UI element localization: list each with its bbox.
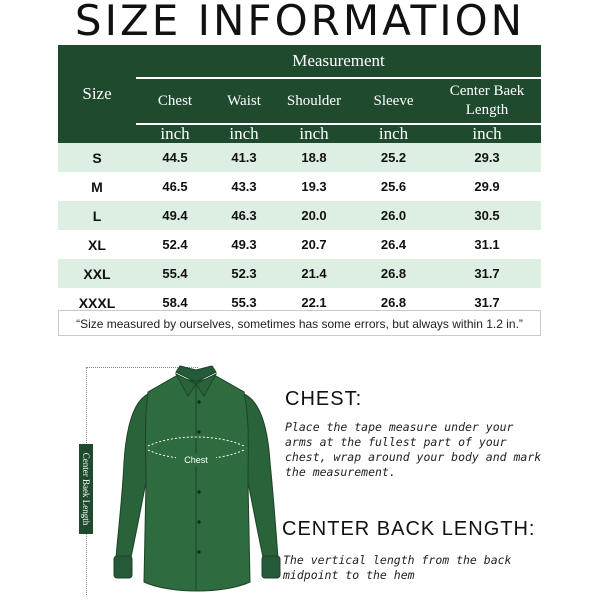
shirt-illustration: [104, 362, 288, 600]
chest-cell: 44.5: [136, 143, 214, 172]
column-header-line-1: Center Baek: [449, 83, 525, 99]
waist-cell: 43.3: [214, 172, 274, 201]
unit-label: inch: [274, 124, 354, 143]
table-row: [58, 143, 541, 172]
shirt-diagram: [78, 362, 288, 600]
column-header-chest: Chest: [136, 78, 214, 124]
sleeve-cell: 26.0: [354, 201, 433, 230]
waist-cell: 49.3: [214, 230, 274, 259]
chest-cell: 52.4: [136, 230, 214, 259]
center-back-length-marker-text: Center Baek Length: [81, 452, 91, 526]
center-back-length-marker: [79, 444, 93, 534]
column-header-line-2: Length: [465, 102, 509, 118]
chest-marker-label: Chest: [184, 455, 208, 465]
shoulder-cell: 18.8: [274, 143, 354, 172]
unit-label: inch: [433, 124, 541, 143]
sleeve-cell: 26.4: [354, 230, 433, 259]
column-header-sleeve: Sleeve: [354, 78, 433, 124]
unit-label: inch: [214, 124, 274, 143]
chest-cell: 55.4: [136, 259, 214, 288]
shoulder-cell: 20.0: [274, 201, 354, 230]
waist-cell: 46.3: [214, 201, 274, 230]
size-cell: XXL: [58, 259, 136, 288]
shoulder-cell: 22.1: [274, 288, 354, 317]
waist-cell: 41.3: [214, 143, 274, 172]
chest-cell: 46.5: [136, 172, 214, 201]
shoulder-cell: 19.3: [274, 172, 354, 201]
unit-label: inch: [136, 124, 214, 143]
size-cell: XL: [58, 230, 136, 259]
sleeve-cell: 25.2: [354, 143, 433, 172]
size-cell: M: [58, 172, 136, 201]
waist-cell: 52.3: [214, 259, 274, 288]
length-cell: 29.9: [433, 172, 541, 201]
measurement-note: “Size measured by ourselves, sometimes has some errors, but always within 1.2 in.”: [58, 310, 541, 336]
size-header: Size: [58, 45, 136, 143]
measurement-header: Measurement: [136, 45, 541, 78]
size-chart-table: [58, 45, 541, 317]
column-header-shoulder: Shoulder: [274, 78, 354, 124]
chest-heading: CHEST:: [285, 388, 363, 410]
table-row: [58, 230, 541, 259]
table-row: [58, 201, 541, 230]
center-back-length-instructions: The vertical length from the back midpoint to the hem: [283, 553, 512, 582]
column-header-center-back-length: [433, 78, 541, 124]
chest-cell: 58.4: [136, 288, 214, 317]
length-cell: 31.7: [433, 288, 541, 317]
size-cell: XXXL: [58, 288, 136, 317]
length-cell: 29.3: [433, 143, 541, 172]
waist-cell: 55.3: [214, 288, 274, 317]
page-title: SIZE INFORMATION: [74, 0, 526, 45]
length-cell: 30.5: [433, 201, 541, 230]
unit-label: inch: [354, 124, 433, 143]
shoulder-cell: 20.7: [274, 230, 354, 259]
table-row: [58, 172, 541, 201]
chest-cell: 49.4: [136, 201, 214, 230]
sleeve-cell: 26.8: [354, 259, 433, 288]
length-cell: 31.1: [433, 230, 541, 259]
center-back-length-heading: CENTER BACK LENGTH:: [282, 518, 536, 540]
sleeve-cell: 25.6: [354, 172, 433, 201]
length-cell: 31.7: [433, 259, 541, 288]
chest-instructions: Place the tape measure under your arms at the fullest part of your chest, wrap around your body and mark the measurement.: [285, 420, 542, 479]
size-cell: S: [58, 143, 136, 172]
size-cell: L: [58, 201, 136, 230]
column-header-waist: Waist: [214, 78, 274, 124]
table-row: [58, 259, 541, 288]
shoulder-cell: 21.4: [274, 259, 354, 288]
sleeve-cell: 26.8: [354, 288, 433, 317]
